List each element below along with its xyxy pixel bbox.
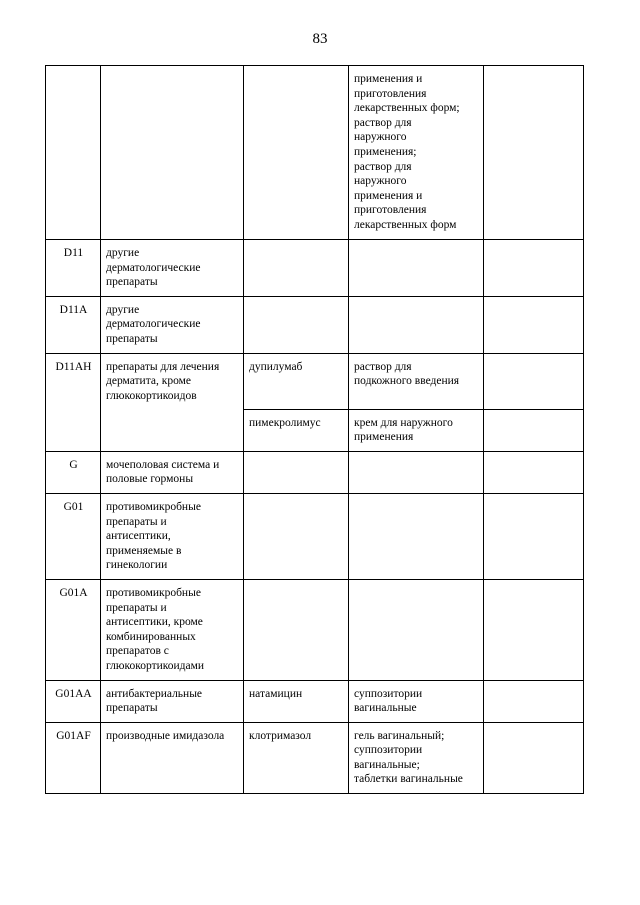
forms-cell: суппозитории вагинальные xyxy=(349,680,484,722)
atc-code-cell: G01 xyxy=(46,493,101,579)
group-cell: другие дерматологические препараты xyxy=(101,240,244,297)
table-row xyxy=(46,240,584,297)
forms-cell: крем для наружного применения xyxy=(349,409,484,451)
atc-code-cell xyxy=(46,66,101,240)
forms-cell xyxy=(349,493,484,579)
notes-cell xyxy=(484,353,584,409)
drug-cell xyxy=(244,296,349,353)
group-cell: производные имидазола xyxy=(101,722,244,793)
group-cell: мочеполовая система и половые гормоны xyxy=(101,451,244,493)
page-number: 83 xyxy=(312,31,328,47)
notes-cell xyxy=(484,493,584,579)
table-row xyxy=(46,493,584,579)
group-cell xyxy=(101,66,244,240)
notes-cell xyxy=(484,66,584,240)
group-cell: другие дерматологические препараты xyxy=(101,296,244,353)
notes-cell xyxy=(484,240,584,297)
group-cell: противомикробные препараты и антисептики, применяемые в гинекологии xyxy=(101,493,244,579)
drug-cell xyxy=(244,579,349,680)
table-row xyxy=(46,66,584,240)
notes-cell xyxy=(484,680,584,722)
drug-cell: натамицин xyxy=(244,680,349,722)
group-cell: препараты для лечения дерматита, кроме глюкокортикоидов xyxy=(101,353,244,451)
drug-table xyxy=(45,65,584,794)
drug-cell xyxy=(244,493,349,579)
atc-code-cell: D11AH xyxy=(46,353,101,451)
atc-code-cell: D11 xyxy=(46,240,101,297)
drug-cell: пимекролимус xyxy=(244,409,349,451)
notes-cell xyxy=(484,722,584,793)
forms-cell: применения и приготовления лекарственных форм; раствор для наружного применения; раствор для наружного применения и приготовления лекарственных форм xyxy=(349,66,484,240)
atc-code-cell: G01A xyxy=(46,579,101,680)
drug-cell xyxy=(244,451,349,493)
table-row xyxy=(46,579,584,680)
forms-cell xyxy=(349,579,484,680)
table-row xyxy=(46,353,584,409)
forms-cell: гель вагинальный; суппозитории вагинальные; таблетки вагинальные xyxy=(349,722,484,793)
drug-cell xyxy=(244,66,349,240)
drug-cell: дупилумаб xyxy=(244,353,349,409)
forms-cell xyxy=(349,296,484,353)
atc-code-cell: G xyxy=(46,451,101,493)
drug-cell: клотримазол xyxy=(244,722,349,793)
table-row xyxy=(46,451,584,493)
group-cell: антибактериальные препараты xyxy=(101,680,244,722)
notes-cell xyxy=(484,296,584,353)
notes-cell xyxy=(484,409,584,451)
table-row xyxy=(46,680,584,722)
forms-cell xyxy=(349,451,484,493)
drug-cell xyxy=(244,240,349,297)
forms-cell: раствор для подкожного введения xyxy=(349,353,484,409)
table-row xyxy=(46,722,584,793)
group-cell: противомикробные препараты и антисептики, кроме комбинированных препаратов с глюкокортикоидами xyxy=(101,579,244,680)
table-row xyxy=(46,296,584,353)
atc-code-cell: G01AF xyxy=(46,722,101,793)
notes-cell xyxy=(484,579,584,680)
atc-code-cell: D11A xyxy=(46,296,101,353)
forms-cell xyxy=(349,240,484,297)
notes-cell xyxy=(484,451,584,493)
atc-code-cell: G01AA xyxy=(46,680,101,722)
